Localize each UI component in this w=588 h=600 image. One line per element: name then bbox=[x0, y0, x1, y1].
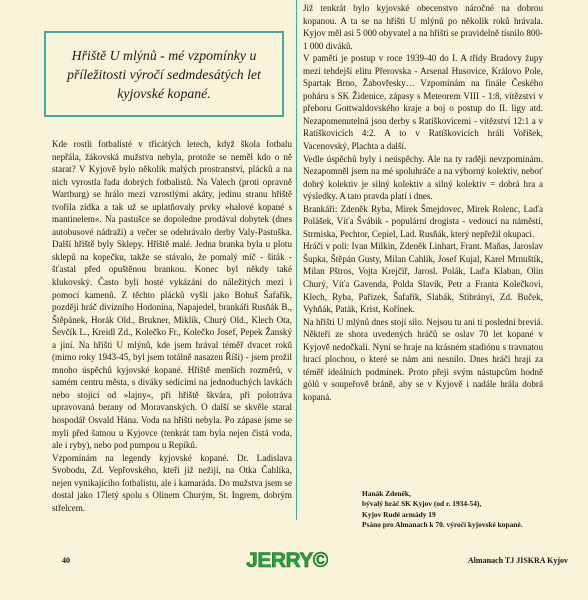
signature-line: Kyjov Rudé armády 19 bbox=[362, 509, 436, 519]
signature-line: bývalý hráč SK Kyjov (od r. 1934-54), bbox=[362, 499, 482, 509]
signature-line: Psáno pro Almanach k 70. výročí kyjovské kopané. bbox=[362, 520, 523, 530]
paragraph: Vzpomínám na legendy kyjovské kopané. Dr. Ladislava Svobodu, Zd. Vepřovského, kteří již nežijí, na Otka Čahlíka, nejen vynikajícího fotbalistu, ale i kamaráda. Do mužstva jsem se dostal jako 17letý spolu s Olinem Churým, St. Ingrem, dobrým střelcem. bbox=[52, 452, 292, 513]
page-number: 40 bbox=[62, 556, 70, 565]
paragraph: Hráči v poli: Ivan Milkin, Zdeněk Linhart, Frant. Maňas, Jaroslav Šupka, Štěpán Gusty, Milan Cahlík, Josef Kujal, Karel Mrnuštík, Milan Pštros, Vojta Krejčíř, Jarosl. Polák, Laďa Klaban, Olin Churý, Víťa Gavenda, Polda Slavík, Petr a Franta Kolečkovi, Klech, Ryba, Pařízek, Šafařík, Slabák, Stibrányi, Zd. Buček, Vyhňák, Paták, Krist, Kořínek. bbox=[303, 241, 543, 315]
article-title: Hřiště U mlýnů - mé vzpomínky u příležitosti výročí sedmdesátých let kyjovské kopané. bbox=[67, 47, 261, 101]
column-divider bbox=[296, 0, 297, 520]
right-column bbox=[303, 2, 543, 404]
signature-line: Hanák Zdeněk, bbox=[362, 489, 411, 498]
author-signature bbox=[362, 489, 582, 531]
paragraph: Vedle úspěchů byly i neúspěchy. Ale na ty raději nevzpomínám. Nezapomněl jsem na mé spoluhráče a na výborný kolektiv, neboť dobrý kolektiv je silný kolektiv a silný kolektiv = dobrá hra a výsledky. A tato pravda platí i dnes. bbox=[303, 153, 543, 202]
jerry-logo bbox=[246, 547, 328, 571]
title-box bbox=[44, 31, 284, 117]
paragraph: Brankáři: Zdeněk Ryba, Mirek Šmejdovec, Mirek Rolenc, Laďa Polášek, Víťa Švábík - populární drogista - vedoucí na náměstí, Strmiska, Pechtor, Cepiel, Lad. Rusňák, který nepřežil okupaci. bbox=[303, 203, 543, 239]
paragraph: Na hřišti U mlýnů dnes stojí silo. Nejsou tu ani ti poslední breviá. Někteří ze shora uvedených hráčů se oslav 70 let kopané v Kyjově nedočkali. Nyní se hraje na krásném stadiónu s travnatou hrací plochou, o které se nám ani nesnilo. Dnes hráči hrají za téměř ideálních podmínek. Proto přeji svým nástupcům hodně gólů v soupeřově bráně, aby se v Kyjově i nadále hrála dobrá kopaná. bbox=[303, 316, 543, 402]
logo-text: JERRY© bbox=[246, 549, 328, 571]
paragraph: V paměti je postup v roce 1939-40 do I. A třídy Bradovy župy mezi tehdejší elitu Přerovska - Arsenal Husovice, Královo Pole, Spartak Brno, Žabovřesky… Vzpomínám na finále Českého poháru s SK Židenice, zápasy s Meteorem VIII - 1:8, vítězství v přeboru Gottwaldovského kraje a boj o postup do II. ligy atd. Nezapomenutelná jsou derby s Ratíškovicemi - vítězství 12:1 a v Ratíškovicích 4:2. A to v Ratíškovicích hráli Vořišek, Vacenovský, Plachta a další. bbox=[303, 53, 543, 152]
left-column bbox=[52, 138, 292, 514]
paragraph: Kde rostli fotbalisté v třicátých letech, když škola fotbalu nepřála, žákovská mužstva nebyla, protože se neměl kdo o ně starat? V Kyjově bylo několik malých prostranství, plácků a na nich vyrostla řada dobrých fotbalistů. Na Valech (proti opravně Wartburg) se hrálo mezi vzrostlými akáty, jedinu stranu hřiště tvořila zídka a tak už se uplatňovaly prvky »halové kopané s mantinelem«. Na pastušce se dopoledne prodával dobytek (dnes autobusové nádraží) a večer se odehrávalo derby Valy-Pastuška. Další hřiště byly Sklepy. Hřiště malé. Jedna branka byla u plotu sklepů na kopečku, takže se stávalo, že pomalý míč - šiták - šťastal před opuštěnou brankou. Konec byl někdy také klukovský. Často byli hosté vykázáni do náležitých mezí i pomocí kamenů. Z těchto plácků vyšli jako Bohuš Šafařík, později hráč divizního Hodonína, Napajedel, brankáři Rusňák B., Štěpánek, Horák Old., Brukner, Miklík, Churý Old., Klech Ota, Ševčík L., Kreidl Zd., Kolečko Fr., Kolečko Josef, Pepek Žanský a jiní. Na hřišti U mlýnů, kde jsem hrával téměř dvacet roků (mimo roky 1943-45, byl jsem totálně nasazen Říši) - jsem prožil mnoho úspěchů kyjovské kopané. Hřiště menších rozměrů, v samém centru města, s diváky sedícími na jednoduchých lavkách nebo stojící od »lajny«, při hřiště škvára, při polotráva upravovaná berany od Moravanských. O další se skvěle staral hospodář Osvald Hána. Voda na hřišti nebyla. Po zápase jsme se myli před šatnou u Kyjovce (tenkrát tam byla nejen čistá voda, ale i ryby), nebo pod pumpou u Repíků. bbox=[52, 139, 292, 451]
publication-name: Almanach TJ JISKRA Kyjov bbox=[467, 556, 568, 565]
paragraph: Již tenkrát bylo kyjovské obecenstvo náročné na dobrou kopanou. A ta se na hřišti U mlýnů po několik roků hrávala. Kyjov měl asi 5 000 obyvatel a na hřišti se pravidelně tísnilo 800-1 000 diváků. bbox=[303, 3, 543, 51]
